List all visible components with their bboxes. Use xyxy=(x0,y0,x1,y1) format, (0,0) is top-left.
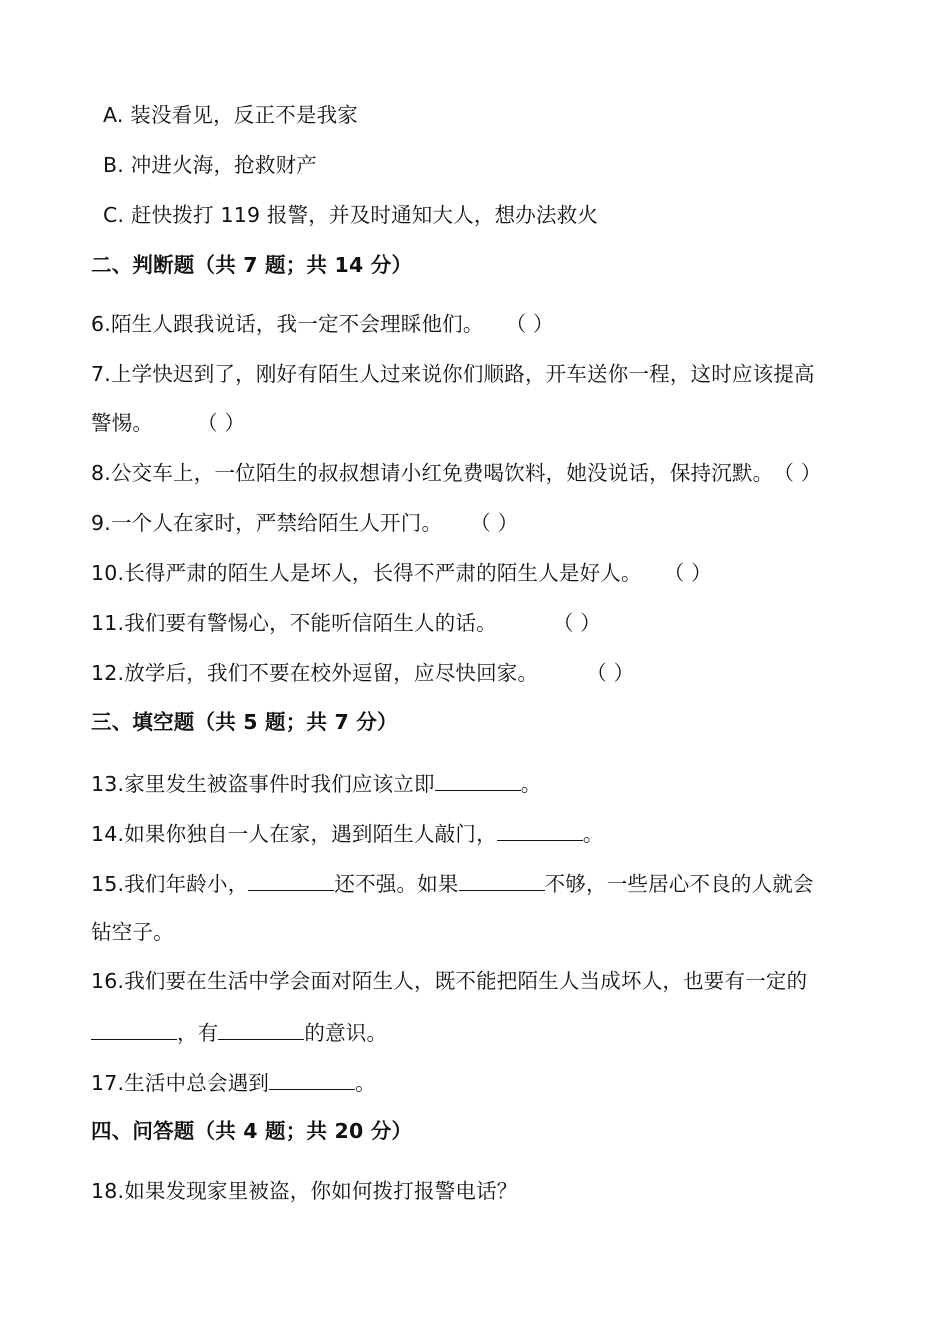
question-17-end: 。 xyxy=(355,1071,376,1095)
question-10-text: 10.长得严肃的陌生人是坏人，长得不严肃的陌生人是好人。 xyxy=(91,561,642,585)
question-6 xyxy=(91,310,554,338)
question-7-line-1: 7.上学快迟到了，刚好有陌生人过来说你们顺路，开车送你一程，这时应该提高 xyxy=(91,362,815,386)
question-15-text-c: 不够，一些居心不良的人就会 xyxy=(544,872,814,896)
answer-paren: （ ） xyxy=(663,561,712,585)
section-heading-true-false: 二、判断题（共 7 题；共 14 分） xyxy=(91,253,413,277)
question-12 xyxy=(91,659,634,687)
question-15-text-b: 还不强。如果 xyxy=(334,872,459,896)
option-a: A. 装没看见，反正不是我家 xyxy=(103,103,358,127)
question-16-line-2 xyxy=(91,1017,387,1047)
answer-blank xyxy=(91,1017,177,1040)
question-8 xyxy=(91,459,821,487)
question-8-text: 8.公交车上，一位陌生的叔叔想请小红免费喝饮料，她没说话，保持沉默。 xyxy=(91,461,774,485)
question-6-text: 6.陌生人跟我说话，我一定不会理睬他们。 xyxy=(91,312,484,336)
answer-blank xyxy=(248,868,334,891)
question-9 xyxy=(91,509,518,537)
question-11-text: 11.我们要有警惕心，不能听信陌生人的话。 xyxy=(91,611,497,635)
question-7-text: 警惕。 xyxy=(91,411,154,435)
answer-blank xyxy=(459,868,545,891)
answer-blank xyxy=(435,768,521,791)
question-13 xyxy=(91,768,541,798)
question-14 xyxy=(91,818,604,848)
question-14-text: 14.如果你独自一人在家，遇到陌生人敲门， xyxy=(91,822,497,846)
question-16-line-1: 16.我们要在生活中学会面对陌生人，既不能把陌生人当成坏人，也要有一定的 xyxy=(91,969,808,993)
answer-paren: （ ） xyxy=(505,312,554,336)
section-heading-fill-blank: 三、填空题（共 5 题；共 7 分） xyxy=(91,710,398,734)
option-b: B. 冲进火海，抢救财产 xyxy=(103,153,317,177)
answer-paren: （ ） xyxy=(552,611,601,635)
section-heading-qa: 四、问答题（共 4 题；共 20 分） xyxy=(91,1119,413,1143)
question-16-text-b: ，有 xyxy=(177,1021,219,1045)
question-18: 18.如果发现家里被盗，你如何拨打报警电话？ xyxy=(91,1179,518,1203)
question-14-end: 。 xyxy=(582,822,604,846)
option-c: C. 赶快拨打 119 报警，并及时通知大人，想办法救火 xyxy=(103,203,599,227)
answer-paren: （ ） xyxy=(586,661,635,685)
question-13-end: 。 xyxy=(520,772,542,796)
question-16-text-c: 的意识。 xyxy=(304,1021,388,1045)
question-7-line-2 xyxy=(91,409,245,437)
question-11 xyxy=(91,609,601,637)
question-10 xyxy=(91,559,712,587)
question-9-text: 9.一个人在家时，严禁给陌生人开门。 xyxy=(91,511,443,535)
answer-paren: （ ） xyxy=(197,411,246,435)
question-15-line-1 xyxy=(91,868,814,898)
answer-blank xyxy=(269,1067,355,1090)
answer-blank xyxy=(218,1017,304,1040)
question-17-text: 17.生活中总会遇到 xyxy=(91,1071,270,1095)
answer-paren: （ ） xyxy=(773,461,822,485)
question-15-line-2: 钻空子。 xyxy=(91,920,174,944)
answer-paren: （ ） xyxy=(470,511,519,535)
question-13-text: 13.家里发生被盗事件时我们应该立即 xyxy=(91,772,435,796)
answer-blank xyxy=(497,818,583,841)
question-17 xyxy=(91,1067,376,1097)
question-12-text: 12.放学后，我们不要在校外逗留，应尽快回家。 xyxy=(91,661,539,685)
question-15-text-a: 15.我们年龄小， xyxy=(91,872,249,896)
